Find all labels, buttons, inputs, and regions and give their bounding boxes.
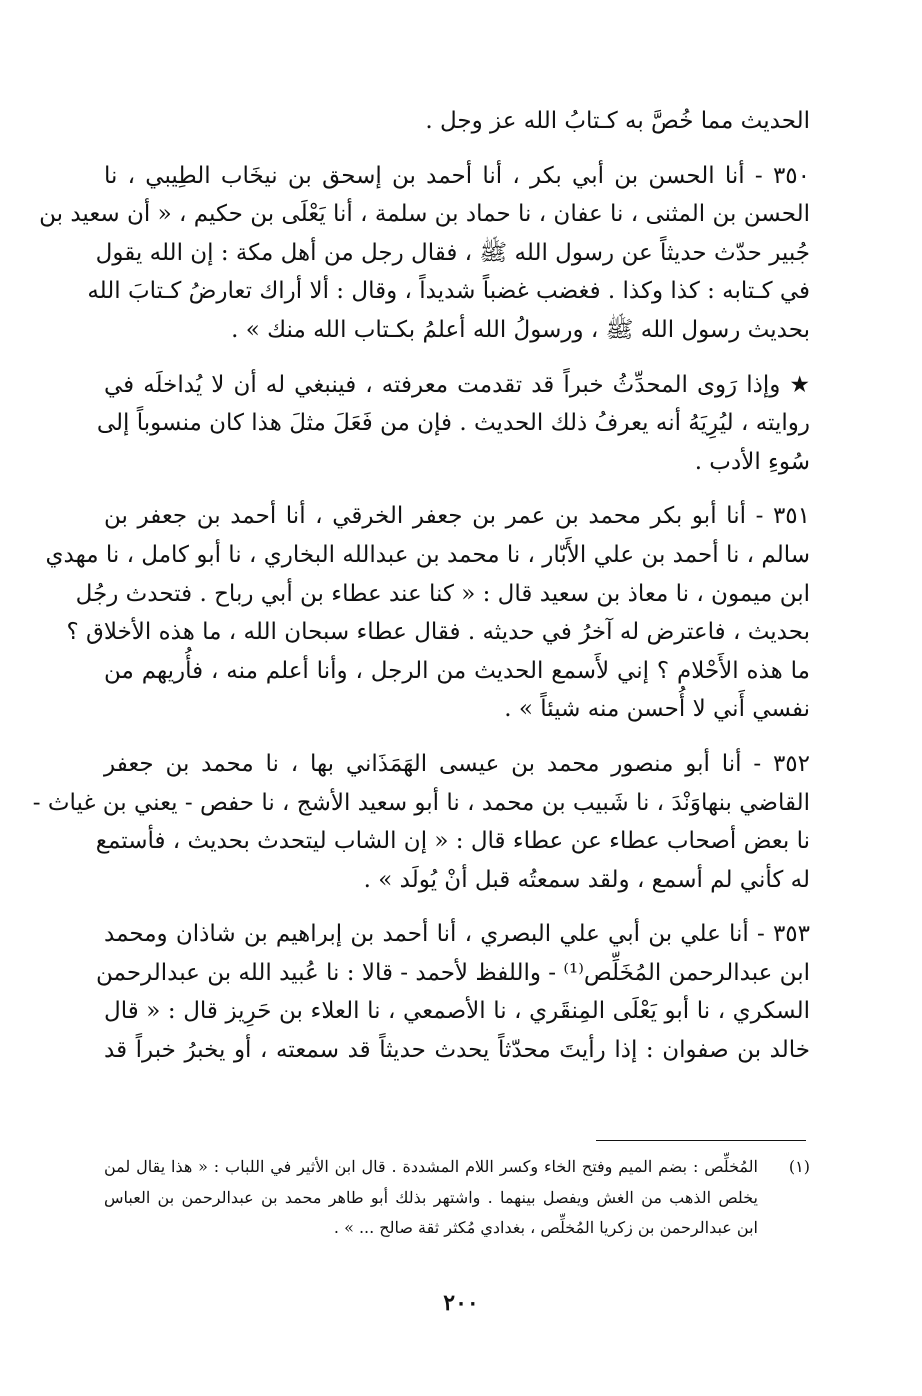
text-line: الحسن بن المثنى ، نا عفان ، نا حماد بن سلمة ، أنا يَعْلَى بن حكيم ، « أن سعيد بن	[39, 201, 810, 228]
text-line: ٣٥٣ - أنا علي بن أبي علي البصري ، أنا أحمد بن إبراهيم بن شاذان ومحمد	[104, 921, 810, 948]
text-line: نا بعض أصحاب عطاء عن عطاء قال : « إن الشاب ليتحدث بحديث ، فأستمع	[95, 828, 810, 855]
text-line: جُبير حدّث حديثاً عن رسول الله ﷺ ، فقال رجل من أهل مكة : إن الله يقول	[95, 239, 810, 266]
text-line: سالم ، نا أحمد بن علي الأَبّار ، نا محمد بن عبدالله البخاري ، نا أبو كامل ، نا مهدي	[45, 541, 810, 568]
text-line: في كـتابه : كذا وكذا . فغضب غضباً شديداً ، وقال : ألا أراك تعارضُ كـتابَ الله	[87, 278, 810, 305]
footnote	[104, 1152, 810, 1244]
text-line: خالد بن صفوان : إذا رأيتَ محدّثاً يحدث حديثاً قد سمعته ، أو يخبرُ خبراً قد	[104, 1037, 810, 1064]
text-line: ٣٥١ - أنا أبو بكر محمد بن عمر بن جعفر الخرقي ، أنا أحمد بن جعفر بن	[104, 503, 810, 530]
text-line: نفسي أَني لا أُحسن منه شيئاً » .	[504, 696, 810, 723]
paragraph-hadith-352	[32, 745, 810, 899]
paragraph-hadith-353	[96, 915, 810, 1069]
footnote-divider	[596, 1140, 806, 1141]
text-line: بحديث رسول الله ﷺ ، ورسولُ الله أعلمُ بكـتاب الله منك » .	[231, 316, 810, 343]
text-line: ٣٥٢ - أنا أبو منصور محمد بن عيسى الهَمَذَاني بها ، نا محمد بن جعفر	[104, 750, 810, 777]
text-line: ٣٥٠ - أنا الحسن بن أبي بكر ، أنا أحمد بن إسحق بن نيخَاب الطِيبي ، نا	[104, 162, 810, 189]
paragraph-note	[96, 366, 810, 482]
paragraph-hadith-350	[39, 157, 810, 350]
paragraph-hadith-351	[45, 497, 810, 729]
paragraph-intro	[104, 102, 810, 141]
text-line: بحديث ، فاعترض له آخرُ في حديثه . فقال عطاء سبحان الله ، ما هذه الأخلاق ؟	[66, 619, 810, 646]
text-line: الحديث مما خُصَّ به كـتابُ الله عز وجل .	[425, 108, 810, 134]
text-line: السكري ، نا أبو يَعْلَى المِنقَري ، نا الأصمعي ، نا العلاء بن حَرِيز قال : « قال	[104, 998, 810, 1025]
text-line: له كأني لم أسمع ، ولقد سمعتُه قبل أنْ يُولَد » .	[363, 866, 810, 893]
page-body	[32, 102, 810, 1086]
footnote-line: المُخلِّص : بضم الميم وفتح الخاء وكسر اللام المشددة . قال ابن الأثير في اللباب : « هذا يقال لمن	[104, 1157, 758, 1176]
text-line: القاضي بنهاوَنْدَ ، نا شَبيب بن محمد ، نا أبو سعيد الأشج ، نا حفص - يعني بن غياث -	[32, 789, 810, 816]
footnote-text	[104, 1152, 758, 1244]
text-line: سُوءِ الأدب .	[694, 448, 810, 475]
text-line: ابن ميمون ، نا معاذ بن سعيد قال : « كنا عند عطاء بن أبي رباح . فتحدث رجُل	[75, 580, 810, 607]
text-line: ★ وإذا رَوى المحدِّثُ خبراً قد تقدمت معرفته ، فينبغي له أن لا يُداخلَه في	[104, 371, 810, 398]
footnote-line: ابن عبدالرحمن بن زكريا المُخلِّص ، بغدادي مُكثر ثقة صالح ... » .	[333, 1218, 758, 1237]
footnote-number: (١)	[788, 1157, 810, 1176]
text-line: روايته ، ليُرِيَهُ أنه يعرفُ ذلك الحديث . فإن من فَعَلَ مثلَ هذا كان منسوباً إلى	[96, 410, 810, 437]
page-number: ٢٠٠	[443, 1290, 479, 1316]
text-line: ما هذه الأَحْلام ؟ إني لأَسمع الحديث من الرجل ، وأنا أعلم منه ، فأُريهم من	[104, 657, 810, 684]
footnote-line: يخلص الذهب من الغش ويفصل بينهما . واشتهر بذلك أبو طاهر محمد بن عبدالرحمن بن العباس	[104, 1187, 758, 1207]
text-line: ابن عبدالرحمن المُخَلِّص⁽¹⁾ - واللفظ لأحمد - قالا : نا عُبيد الله بن عبدالرحمن	[96, 959, 810, 986]
